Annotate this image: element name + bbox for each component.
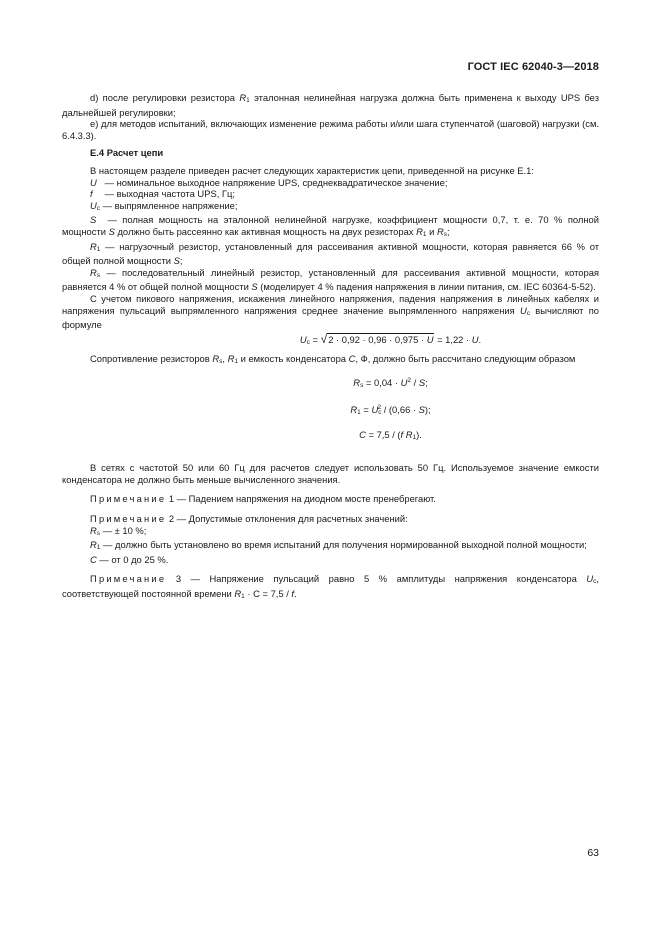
text: — нагрузочный резистор, установленный для рассеивания активной мощности, которая равняется 66 % от общей полной мощности: [62, 240, 600, 267]
symbol: R: [90, 240, 97, 252]
symbol: R: [90, 539, 97, 551]
text: — последовательный линейный резистор, установленный для рассеивания активной мощности, которая равняется 4 % от общей полной мощности: [62, 266, 599, 293]
text: .: [294, 588, 297, 600]
symbol: S: [418, 377, 426, 389]
text: и емкость конденсатора: [238, 352, 349, 364]
text: /: [411, 377, 419, 389]
subscript: 1: [357, 409, 361, 417]
section-heading: [62, 147, 599, 159]
symbol: U: [400, 377, 408, 389]
section-title: Расчет цепи: [106, 147, 164, 159]
text: — ± 10 %;: [100, 524, 147, 536]
text: =: [309, 333, 321, 345]
formula-uc: [62, 331, 599, 347]
text: d) после регулировки резистора: [90, 92, 240, 103]
text: = 0,04 ·: [363, 377, 401, 389]
subscript: s: [96, 529, 101, 537]
superscript: 2: [407, 377, 411, 385]
symbol: U: [90, 176, 97, 188]
symbol: f R: [400, 429, 413, 441]
standard-header: ГОСТ IEC 62040-3—2018: [467, 61, 599, 73]
subscript: 1: [96, 544, 101, 552]
text: · C = 7,5 /: [244, 588, 292, 600]
note-text: Падением напряжения на диодном мосте пренебрегают.: [188, 493, 436, 505]
symbol: R: [436, 225, 444, 237]
symbol: C: [90, 553, 97, 565]
text: = 7,5 / (: [365, 429, 401, 441]
paragraph-resistance: [62, 353, 599, 368]
symbol: U: [90, 199, 97, 211]
subscript: 1: [412, 434, 417, 442]
text: и: [426, 225, 437, 237]
subscript: s: [443, 230, 447, 238]
symbol: S: [173, 255, 180, 267]
symbol: S: [108, 225, 115, 237]
subscript: 1: [241, 593, 245, 601]
definition-r1: [62, 241, 599, 267]
page-content: [62, 92, 599, 603]
definition-f: [62, 188, 599, 200]
symbol: R: [90, 266, 97, 278]
text: С учетом пикового напряжения, искажения линейного напряжения, падения напряжения в линейных кабелях и напряжения пульсаций выпрямленного напряжения среднее значение выпрямленного напряжения: [62, 292, 599, 316]
text: (моделирует 4 % падения напряжения в линии питания, см. IEC 60364-5-52).: [257, 281, 596, 293]
text: ;: [179, 255, 183, 267]
symbol: S: [90, 214, 97, 226]
symbol: S: [418, 404, 425, 416]
subscript: s: [96, 271, 101, 279]
formula-c: [62, 427, 599, 446]
text: ).: [416, 429, 422, 441]
paragraph-e: е) для методов испытаний, включающих изменение режима работы и/или шага ступенчатой (шаговой) нагрузки (см. 6.4.3.3).: [62, 118, 599, 141]
symbol: f: [291, 588, 295, 600]
note-1: [62, 493, 599, 505]
note-label: Примечание: [90, 573, 167, 585]
text: );: [424, 404, 431, 416]
subscript: 1: [246, 97, 250, 104]
symbol: R: [90, 524, 97, 536]
symbol: R: [239, 92, 247, 103]
paragraph-d: [62, 92, 599, 118]
text: =: [360, 404, 372, 416]
symbol: f: [90, 188, 93, 200]
text: эталонная нелинейная нагрузка должна быть применена к выходу UPS без дальнейшей регулировки;: [62, 92, 599, 118]
text: ;: [425, 377, 428, 389]
definition-text: — выпрямленное напряжение;: [102, 199, 238, 211]
note-number: 2 —: [166, 513, 189, 525]
symbol: R: [350, 404, 358, 416]
symbol: U: [371, 404, 379, 416]
superscript: 2: [377, 404, 382, 412]
subscript: c: [306, 338, 310, 346]
subscript: c: [526, 309, 530, 317]
symbol: U: [299, 333, 307, 345]
section-number: E.4: [90, 147, 105, 159]
subscript: c: [96, 204, 101, 212]
note-text: Допустимые отклонения для расчетных значений:: [188, 513, 408, 525]
sqrt-sign: √: [320, 331, 328, 346]
note-3: [62, 573, 599, 602]
intro-paragraph: В настоящем разделе приведен расчет следующих характеристик цепи, приведенной на рисунке Е.1:: [90, 164, 534, 176]
radicand: [327, 333, 434, 345]
subscript: c: [378, 409, 382, 417]
definition-uc: [62, 200, 599, 215]
subscript: 1: [234, 357, 239, 365]
paragraph-peak: [62, 293, 599, 331]
text: .: [478, 333, 482, 345]
symbol: R: [227, 352, 235, 364]
symbol: R: [212, 352, 220, 364]
text: должно быть рассеянно как активная мощность на двух резисторах: [114, 225, 417, 237]
text: / (0,66 ·: [381, 404, 419, 416]
text: ,: [222, 352, 228, 364]
text: вычисляют по формуле: [62, 304, 599, 331]
note-label: Примечание: [90, 493, 167, 505]
subscript: c: [593, 578, 597, 586]
symbol: C: [348, 352, 356, 364]
text: — полная мощность на эталонной нелинейной нагрузке, коэффициент мощности 0,7, т. е. 70 % полной мощности: [62, 214, 599, 237]
text: 2 · 0,92 · 0,96 · 0,975 ·: [328, 333, 427, 345]
symbol: U: [426, 333, 434, 345]
symbol: U: [471, 333, 479, 345]
symbol: C: [359, 429, 366, 441]
formula-rs: [62, 373, 599, 394]
subscript: 1: [422, 230, 427, 238]
definition-text: — выходная частота UPS, Гц;: [104, 188, 235, 200]
page-number: 63: [587, 847, 599, 859]
subscript: s: [219, 357, 223, 365]
definition-u: [62, 177, 599, 189]
text: Напряжение пульсаций равно 5 % амплитуды напряжения конденсатора: [209, 573, 587, 585]
symbol: R: [234, 588, 242, 600]
note-2-rs: [62, 525, 599, 540]
symbol: R: [416, 225, 423, 237]
symbol: U: [519, 304, 527, 316]
symbol: R: [353, 377, 361, 389]
text: — должно быть установлено во время испытаний для получения нормированной выходной полной мощности;: [100, 539, 587, 551]
text: , Ф, должно быть рассчитано следующим образом: [355, 352, 576, 364]
note-2-r1: [62, 539, 599, 554]
text: , соответствующей постоянной времени: [62, 573, 599, 600]
subscript: 1: [96, 245, 101, 253]
text: Сопротивление резисторов: [90, 352, 213, 364]
symbol: U: [586, 573, 594, 585]
note-number: 1 —: [166, 493, 189, 505]
note-2-c: [62, 554, 599, 566]
symbol: S: [251, 281, 258, 293]
definition-s: [62, 214, 599, 240]
note-2: [62, 513, 599, 525]
definition-text: — номинальное выходное напряжение UPS, среднеквадратическое значение;: [104, 176, 448, 188]
subscript: s: [360, 382, 364, 390]
definition-rs: [62, 267, 599, 293]
paragraph-network: В сетях с частотой 50 или 60 Гц для расчетов следует использовать 50 Гц. Используемое значение емкости конденсатора не должно быть меньше вычисленного значения.: [62, 462, 599, 485]
note-label: Примечание: [90, 513, 167, 525]
formula-r1: [62, 400, 599, 421]
text: ;: [446, 225, 450, 237]
text: — от 0 до 25 %.: [96, 553, 169, 565]
text: = 1,22 ·: [434, 333, 472, 345]
note-number: 3 —: [166, 573, 210, 585]
